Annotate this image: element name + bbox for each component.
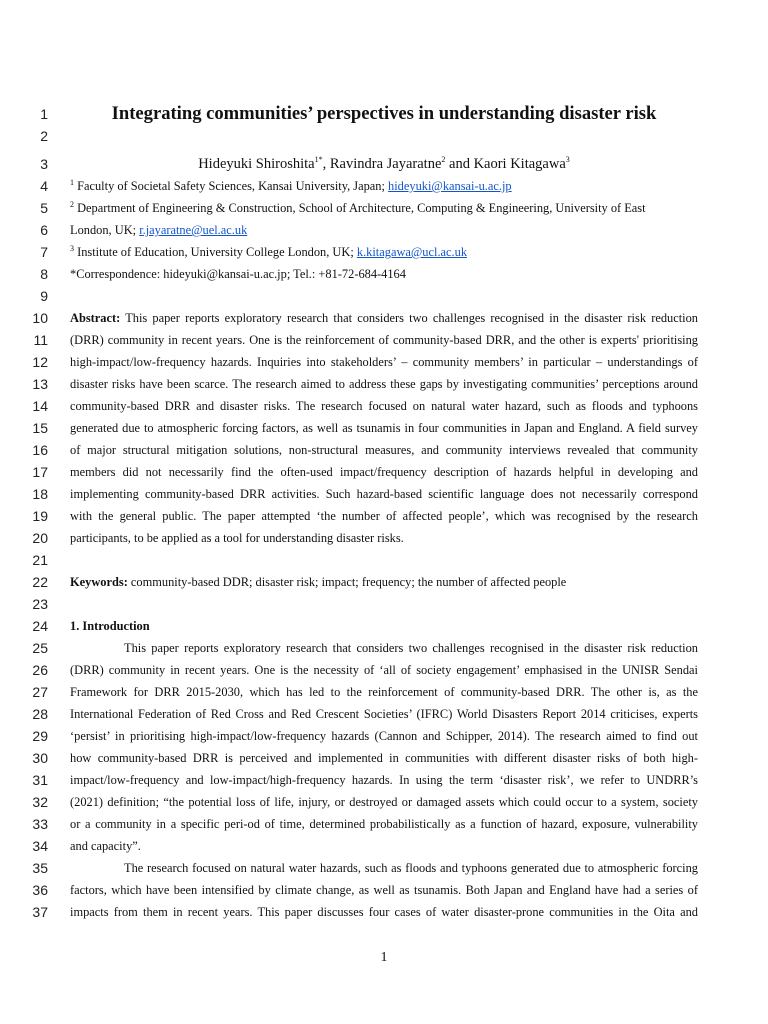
- author-name: Hideyuki Shiroshita: [198, 156, 315, 172]
- abstract-label: Abstract:: [70, 311, 121, 325]
- author-name: and Kaori Kitagawa: [445, 156, 566, 172]
- body-line: ‘persist’ in prioritising high-impact/low-frequency hazards (Cannon and Schipper, 2014). The research aimed to find out: [70, 729, 698, 743]
- line-number: 8: [40, 266, 48, 282]
- body-line: Framework for DRR 2015-2030, which has led to the reinforcement of community-based DRR. The other is, as the: [70, 685, 698, 699]
- author-affiliation-mark: 2: [441, 155, 446, 165]
- body-line: International Federation of Red Cross and Red Crescent Societies’ (IFRC) World Disasters Report 2014 criticises, experts: [70, 707, 698, 721]
- line-number: 10: [32, 310, 48, 326]
- line-number: 15: [32, 420, 48, 436]
- line-number: 17: [32, 464, 48, 480]
- line-number: 16: [32, 442, 48, 458]
- affiliation-text: Department of Engineering & Construction, School of Architecture, Computing & Engineering, University of East: [74, 201, 646, 215]
- author-list: [70, 153, 698, 175]
- line-number: 33: [32, 816, 48, 832]
- line-number: 28: [32, 706, 48, 722]
- abstract-line: community-based DRR and disaster risks. The research focused on natural water hazard, such as floods and typhoons: [70, 399, 698, 413]
- affiliation-3: [70, 241, 698, 263]
- body-line: (2021) definition; “the potential loss of life, injury, or destroyed or damaged assets which could occur to a system, society: [70, 795, 698, 809]
- body-line: This paper reports exploratory research that considers two challenges recognised in the disaster risk reduction: [124, 641, 698, 655]
- line-number: 21: [32, 552, 48, 568]
- line-number: 11: [33, 332, 48, 348]
- line-number: 18: [32, 486, 48, 502]
- email-link[interactable]: r.jayaratne@uel.ac.uk: [139, 223, 248, 237]
- keywords-label: Keywords:: [70, 575, 128, 589]
- keywords-text: community-based DDR; disaster risk; impact; frequency; the number of affected people: [127, 575, 567, 589]
- body-line: impacts from them in recent years. This paper discusses four cases of water disaster-prone communities in the Oita and: [70, 905, 698, 919]
- body-line: factors, which have been intensified by climate change, as well as tsunamis. Both Japan and England have had a series of: [70, 883, 698, 897]
- abstract-line: [70, 307, 698, 329]
- author-affiliation-mark: 1*: [314, 155, 323, 165]
- abstract-line: implementing community-based DRR activities. Such hazard-based scientific language does not necessarily correspond: [70, 487, 698, 501]
- line-number: 34: [32, 838, 48, 854]
- line-number: 14: [32, 398, 48, 414]
- line-number: 3: [40, 156, 48, 172]
- line-number: 9: [40, 288, 48, 304]
- line-number: 35: [32, 860, 48, 876]
- abstract-line: of major structural mitigation solutions, non-structural measures, and community interviews revealed that community: [70, 443, 698, 457]
- line-number: 13: [32, 376, 48, 392]
- abstract-text: This paper reports exploratory research that considers two challenges recognised in the disaster risk reduction: [120, 311, 698, 325]
- section-heading: 1. Introduction: [70, 619, 150, 633]
- line-number: 24: [32, 618, 48, 634]
- abstract-line: high-impact/low-frequency hazards. Inquiries into stakeholders’ – community members’ in particular – understandings of: [70, 355, 698, 369]
- line-number: 32: [32, 794, 48, 810]
- affiliation-2: [70, 197, 698, 219]
- line-number: 30: [32, 750, 48, 766]
- author-affiliation-mark: 3: [565, 155, 570, 165]
- affiliation-1: [70, 175, 698, 197]
- line-number: 26: [32, 662, 48, 678]
- line-number: 23: [32, 596, 48, 612]
- affiliation-text: London, UK;: [70, 223, 140, 237]
- affiliation-2-cont: [70, 219, 698, 241]
- body-line: (DRR) community in recent years. One is the necessity of ‘all of society engagement’ emphasised in the UNISR Sendai: [70, 663, 698, 677]
- line-number: 27: [32, 684, 48, 700]
- abstract-line: members did not necessarily find the often-used impact/frequency description of hazards helpful in developing and: [70, 465, 698, 479]
- line-number: 36: [32, 882, 48, 898]
- line-number: 25: [32, 640, 48, 656]
- line-number: 1: [40, 106, 48, 122]
- line-number: 12: [32, 354, 48, 370]
- line-number: 5: [40, 200, 48, 216]
- affiliation-mark: 2: [70, 199, 74, 209]
- line-number: 2: [40, 128, 48, 144]
- line-number: 4: [40, 178, 48, 194]
- paper-title: Integrating communities’ perspectives in understanding disaster risk: [111, 103, 657, 124]
- abstract-line: (DRR) community in recent years. One is the reinforcement of community-based DRR, and the other is experts' prioritising: [70, 333, 698, 347]
- email-link[interactable]: k.kitagawa@ucl.ac.uk: [356, 245, 468, 259]
- body-line: impact/low-frequency and low-impact/high-frequency hazards. In using the term ‘disaster risk’, we refer to UNDRR’s: [70, 773, 698, 787]
- email-link[interactable]: hideyuki@kansai-u.ac.jp: [388, 179, 512, 193]
- affiliation-text: Institute of Education, University College London, UK;: [74, 245, 357, 259]
- abstract-line: disaster risks have been scarce. The research aimed to address these gaps by investigating communities’ perceptions around: [70, 377, 698, 391]
- body-line: how community-based DRR is perceived and implemented in communities with different disaster risks of both high-: [70, 751, 698, 765]
- line-number: 22: [32, 574, 48, 590]
- correspondence: *Correspondence: hideyuki@kansai-u.ac.jp; Tel.: +81-72-684-4164: [70, 267, 406, 281]
- body-line: The research focused on natural water hazards, such as floods and typhoons generated due to atmospheric forcing: [124, 861, 698, 875]
- abstract-line: generated due to atmospheric forcing factors, as well as tsunamis in four communities in Japan and England. A field survey: [70, 421, 698, 435]
- affiliation-text: Faculty of Societal Safety Sciences, Kansai University, Japan;: [74, 179, 389, 193]
- abstract-line: with the general public. The paper attempted ‘the number of affected people’, which was recognised by the research: [70, 509, 698, 523]
- line-number: 7: [40, 244, 48, 260]
- line-number: 29: [32, 728, 48, 744]
- body-line: and capacity”.: [70, 839, 141, 853]
- line-number: 31: [32, 772, 48, 788]
- page-number: 1: [380, 950, 388, 965]
- affiliation-mark: 3: [70, 243, 74, 253]
- affiliation-mark: 1: [70, 177, 74, 187]
- line-number: 37: [32, 904, 48, 920]
- keywords: [70, 571, 698, 593]
- author-name: , Ravindra Jayaratne: [322, 156, 442, 172]
- line-number: 20: [32, 530, 48, 546]
- abstract-line: participants, to be applied as a tool for understanding disaster risks.: [70, 531, 404, 545]
- body-line: or a community in a specific peri-od of time, determined probabilistically as a function of hazard, exposure, vulnerability: [70, 817, 698, 831]
- line-number: 6: [40, 222, 48, 238]
- line-number: 19: [32, 508, 48, 524]
